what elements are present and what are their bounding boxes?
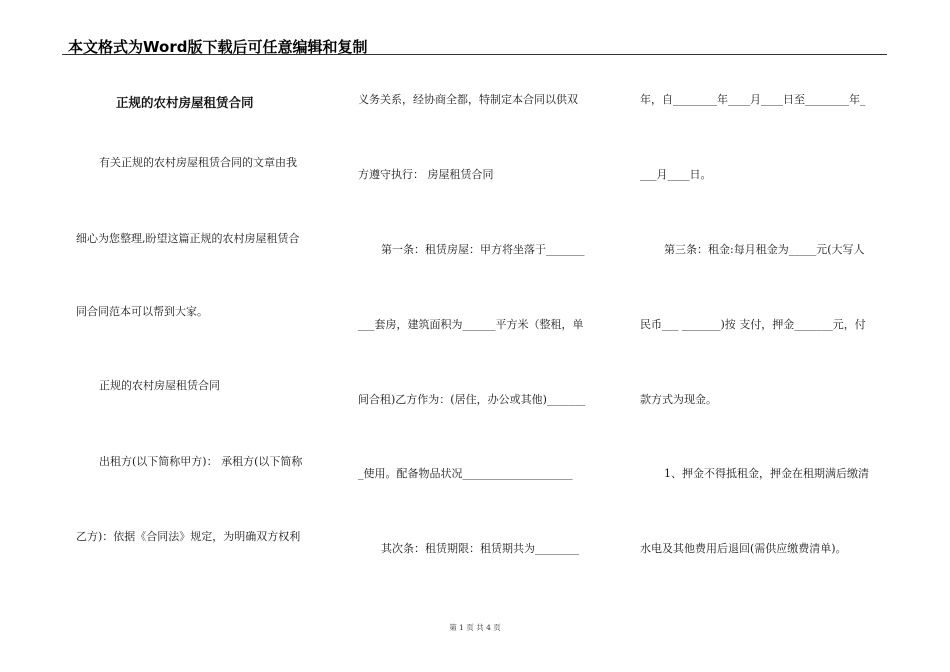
paragraph-line: 正规的农村房屋租赁合同 bbox=[99, 379, 220, 392]
paragraph-line: 第一条：租赁房屋：甲方将坐落于_______ bbox=[381, 243, 585, 256]
document-header-title: 本文格式为Word版下载后可任意编辑和复制 bbox=[68, 38, 368, 56]
document-title: 正规的农村房屋租赁合同 bbox=[116, 95, 254, 110]
paragraph-line: 1、押金不得抵租金，押金在租期满后缴清 bbox=[664, 467, 869, 480]
paragraph-line: _使用。配备物品状况____________________ bbox=[358, 467, 573, 480]
paragraph-line: 细心为您整理,盼望这篇正规的农村房屋租赁合 bbox=[76, 232, 300, 245]
paragraph-line: ___月____日。 bbox=[640, 168, 712, 181]
paragraph-line: 水电及其他费用后退回(需供应缴费清单)。 bbox=[640, 542, 847, 555]
paragraph-line: 同合同范本可以帮到大家。 bbox=[76, 305, 208, 318]
paragraph-line: 方遵守执行： 房屋租赁合同 bbox=[358, 168, 494, 181]
paragraph-line: 义务关系，经协商全都，特制定本合同以供双 bbox=[358, 93, 578, 106]
paragraph-line: 乙方)：依据《合同法》规定，为明确双方权利 bbox=[76, 530, 301, 543]
paragraph-line: 出租方(以下简称甲方)： 承租方(以下简称 bbox=[99, 455, 303, 468]
paragraph-line: 有关正规的农村房屋租赁合同的文章由我 bbox=[99, 156, 297, 169]
header-divider bbox=[62, 54, 887, 55]
paragraph-line: 其次条：租赁期限：租赁期共为________ bbox=[381, 542, 579, 555]
paragraph-line: 间合租)乙方作为：(居住，办公或其他)_______ bbox=[358, 393, 586, 406]
paragraph-line: 民币___ _______)按 支付，押金_______元，付 bbox=[640, 318, 866, 331]
paragraph-line: 年，自________年____月____日至________年_ bbox=[640, 93, 866, 106]
paragraph-line: 第三条：租金:每月租金为_____元(大写人 bbox=[664, 243, 865, 256]
page-number-footer: 第 1 页 共 4 页 bbox=[449, 623, 501, 632]
paragraph-line: 款方式为现金。 bbox=[640, 393, 717, 406]
paragraph-line: ___套房，建筑面积为______平方米（整租，单 bbox=[358, 318, 584, 331]
